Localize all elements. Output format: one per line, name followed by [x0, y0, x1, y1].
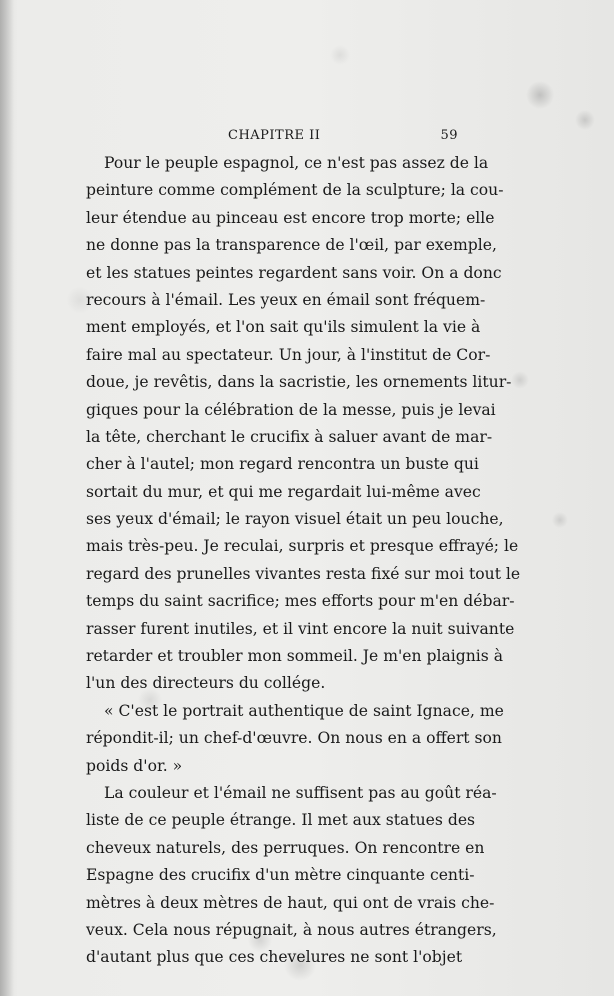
text-line: mètres à deux mètres de haut, qui ont de vrais che-: [86, 893, 495, 912]
text-line: regard des prunelles vivantes resta fixé sur moi tout le: [86, 564, 521, 583]
body-text: [86, 150, 521, 972]
text-line: Pour le peuple espagnol, ce n'est pas assez de la: [104, 154, 489, 172]
text-line: faire mal au spectateur. Un jour, à l'institut de Cor-: [86, 345, 491, 364]
text-line: mais très-peu. Je reculai, surpris et presque effrayé; le: [86, 537, 519, 556]
text-line: la tête, cherchant le crucifix à saluer avant de mar-: [86, 427, 493, 446]
text-line: cheveux naturels, des perruques. On rencontre en: [86, 838, 485, 857]
text-line: peinture comme complément de la sculpture; la cou-: [86, 181, 504, 200]
text-line: rasser furent inutiles, et il vint encore la nuit suivante: [86, 619, 515, 638]
text-line: giques pour la célébration de la messe, puis je levai: [86, 400, 496, 419]
text-line: Espagne des crucifix d'un mètre cinquante centi-: [86, 866, 475, 885]
text-line: et les statues peintes regardent sans voir. On a donc: [86, 263, 502, 282]
binding-shadow: [0, 0, 14, 996]
text-line: temps du saint sacrifice; mes efforts pour m'en débar-: [86, 592, 515, 611]
text-line: La couleur et l'émail ne suffisent pas au goût réa-: [104, 783, 497, 802]
text-line: retarder et troubler mon sommeil. Je m'en plaignis à: [86, 647, 504, 666]
text-line: sortait du mur, et qui me regardait lui-même avec: [86, 482, 481, 501]
text-line: ne donne pas la transparence de l'œil, par exemple,: [86, 236, 497, 255]
text-line: l'un des directeurs du collége.: [86, 674, 326, 693]
text-line: veux. Cela nous répugnait, à nous autres étrangers,: [86, 920, 497, 939]
text-line: ses yeux d'émail; le rayon visuel était un peu louche,: [86, 510, 504, 529]
text-line: cher à l'autel; mon regard rencontra un buste qui: [86, 455, 479, 474]
running-head: CHAPITRE II: [228, 128, 321, 143]
text-line: d'autant plus que ces chevelures ne sont l'objet: [86, 948, 463, 967]
text-line: leur étendue au pinceau est encore trop morte; elle: [86, 208, 495, 227]
text-line: « C'est le portrait authentique de saint Ignace, me: [104, 701, 504, 720]
page-header: [86, 128, 458, 148]
text-line: poids d'or. »: [86, 756, 183, 775]
text-line: liste de ce peuple étrange. Il met aux statues des: [86, 811, 476, 830]
page-number: 59: [440, 128, 458, 143]
text-line: recours à l'émail. Les yeux en émail sont fréquem-: [86, 290, 486, 309]
text-line: répondit-il; un chef-d'œuvre. On nous en a offert son: [86, 729, 502, 748]
text-line: ment employés, et l'on sait qu'ils simulent la vie à: [86, 318, 481, 337]
text-line: doue, je revêtis, dans la sacristie, les ornements litur-: [86, 373, 512, 392]
